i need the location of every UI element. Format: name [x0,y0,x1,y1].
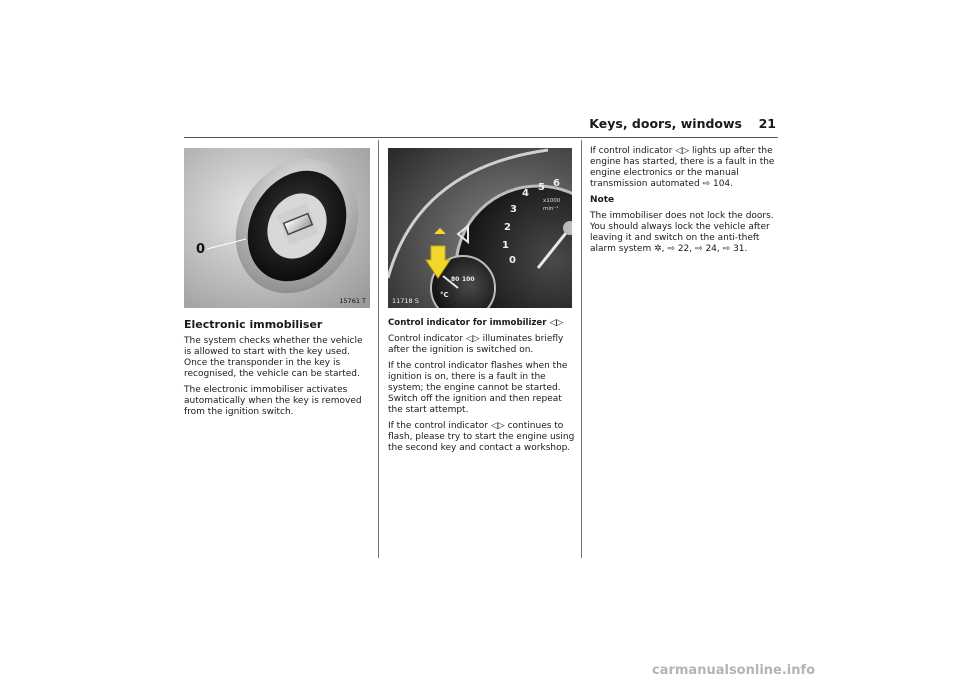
temp-80: 80 [451,276,460,283]
page-ref-link[interactable]: 22, [677,244,693,254]
temp-unit: °C [440,291,449,299]
immobiliser-indicator-icon: ◁▷ [465,334,480,344]
page-ref-link[interactable]: 31. [733,244,748,254]
column-2 [388,318,576,459]
ignition-lock-image [184,148,370,308]
tick-3: 3 [510,204,517,215]
unit-bottom: min⁻¹ [543,206,559,212]
text: illuminates briefly after the ignition is switched on. [388,334,564,355]
tick-0: 0 [509,255,516,266]
paragraph: If the control indicator flashes when the ignition is on, there is a fault in the system; the engine cannot be started. Switch off the ignition and then repeat the start attempt. [388,361,568,415]
tick-6: 6 [553,178,560,189]
immobiliser-indicator-icon: ◁▷ [675,146,690,156]
page-ref-link[interactable]: 104. [712,179,734,189]
text: lights up after the engine has started, there is a fault in the engine electronics or the manual transmission automated [590,146,775,189]
running-header [184,116,776,136]
instrument-cluster-image [388,148,572,308]
text: Control indicator [388,334,464,344]
note-heading: Note [590,195,615,205]
temp-100: 100 [462,276,475,283]
paragraph [388,421,576,454]
header-rule [184,137,778,138]
alarm-icon: ✲ [654,244,662,254]
page-number: 21 [758,116,776,131]
section-title: Keys, doors, windows [589,116,742,131]
paragraph: The electronic immobiliser activates automatically when the key is removed from the ignition switch. [184,385,362,417]
column-divider-1 [378,140,379,558]
tick-2: 2 [504,222,511,233]
immobiliser-indicator-icon: ◁▷ [490,421,505,431]
heading-electronic-immobiliser: Electronic immobiliser [184,318,323,331]
paragraph [388,334,576,356]
text: continues to flash, please try to start the engine using the second key and contact a workshop. [388,421,575,453]
arrow-ref-icon: ⇨ [702,179,711,189]
text: The immobiliser does not lock the doors. You should always lock the vehicle after leaving it and switch on the anti-theft alarm system [590,211,774,254]
unit-top: x1000 [543,198,561,204]
paragraph [590,146,776,190]
sep: , [661,244,668,254]
arrow-ref-icon: ⇨ [695,244,703,254]
heading-text: Control indicator for immobilizer [388,318,547,328]
arrow-ref-icon: ⇨ [667,244,675,254]
watermark: carmanualsonline.info [652,663,816,678]
callout-zero: 0 [196,242,206,257]
paragraph: The system checks whether the vehicle is allowed to start with the key used. Once the transponder in the key is recognised, the vehicle can be started. [184,336,363,379]
tick-4: 4 [522,188,529,199]
immobiliser-indicator-icon: ◁▷ [549,318,564,328]
column-3 [590,146,776,260]
heading-control-indicator [388,318,576,329]
figure-code: 11718 S [392,297,419,305]
arrow-ref-icon: ⇨ [722,244,731,254]
ignition-lock-figure [184,148,370,308]
page-ref-link[interactable]: 24, [705,244,720,254]
note-paragraph [590,211,776,255]
text: If the control indicator [388,421,488,431]
instrument-cluster-figure [388,148,572,308]
text: If control indicator [590,146,673,156]
tick-1: 1 [502,240,509,251]
column-divider-2 [581,140,582,558]
figure-code: 15761 T [339,297,366,305]
tick-5: 5 [538,182,545,193]
column-1 [184,318,372,423]
